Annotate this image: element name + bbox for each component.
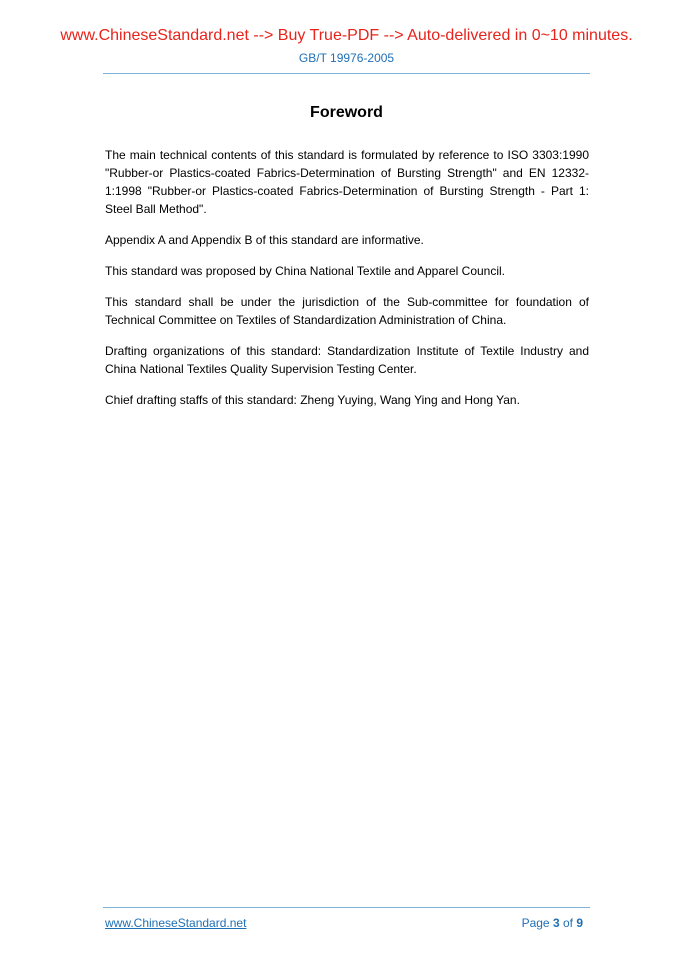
page-title: Foreword [310, 104, 383, 121]
footer-site-link[interactable]: www.ChineseStandard.net [105, 916, 247, 930]
paragraph-references: The main technical contents of this standard is formulated by reference to ISO 3303:1990 "Rubber-or Plastics-coated Fabrics-Determination of Bursting Strength" and EN 12332-1:1998 "Rubber-or Plastics-coated Fabrics-Determination of Bursting Strength - Part 1: Steel Ball Method". [105, 148, 589, 216]
page-indicator [522, 916, 583, 930]
page-current: 3 [552, 916, 560, 930]
paragraph-appendices: Appendix A and Appendix B of this standard are informative. [105, 233, 424, 247]
page-total: 9 [576, 916, 583, 930]
page-separator: of [559, 916, 577, 930]
footer-divider [103, 907, 590, 908]
paragraph-proposed-by: This standard was proposed by China National Textile and Apparel Council. [105, 264, 506, 278]
paragraph-drafting-staffs: Chief drafting staffs of this standard: Zheng Yuying, Wang Ying and Hong Yan. [105, 393, 520, 407]
page-prefix: Page [521, 916, 553, 930]
paragraph-jurisdiction: This standard shall be under the jurisdiction of the Sub-committee for foundation of Technical Committee on Textiles of Standardization Administration of China. [105, 295, 589, 327]
header-divider [103, 73, 590, 74]
document-id: GB/T 19976-2005 [298, 51, 395, 65]
foreword-body [105, 146, 589, 422]
paragraph-drafting-organizations: Drafting organizations of this standard: Standardization Institute of Textile Industry and China National Textiles Quality Supervision Testing Center. [105, 344, 589, 376]
promo-banner[interactable]: www.ChineseStandard.net --> Buy True-PDF --> Auto-delivered in 0~10 minutes. [60, 27, 633, 44]
